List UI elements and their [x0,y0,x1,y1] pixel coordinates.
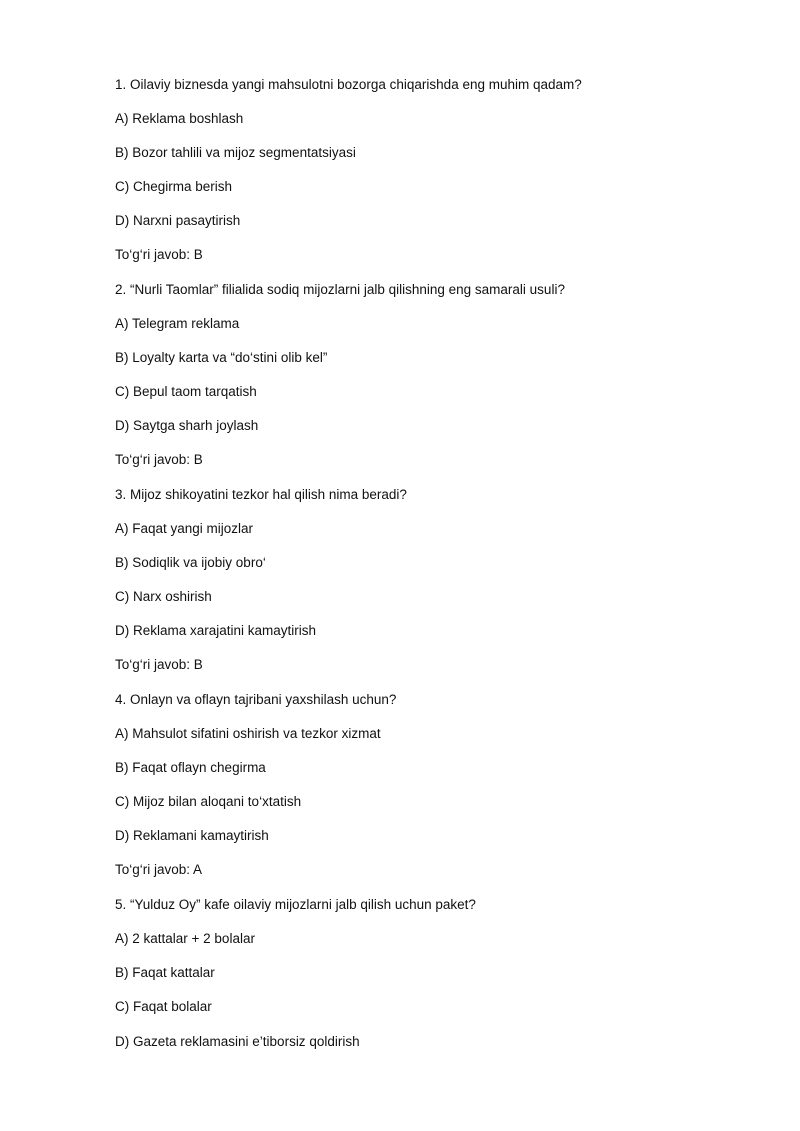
question-2-option-c: C) Bepul taom tarqatish [115,384,257,399]
question-1-option-c: C) Chegirma berish [115,179,233,194]
question-4-answer: To‘g‘ri javob: A [115,862,203,877]
question-3-option-b: B) Sodiqlik va ijobiy obro‘ [115,555,266,570]
question-3-answer: To‘g‘ri javob: B [115,657,203,672]
question-1-answer: To‘g‘ri javob: B [115,247,203,262]
question-3-option-a: A) Faqat yangi mijozlar [115,521,254,536]
question-2-option-b: B) Loyalty karta va “do‘stini olib kel” [115,350,328,365]
question-1-option-b: B) Bozor tahlili va mijoz segmentatsiyasi [115,145,356,160]
question-4-text: 4. Onlayn va oflayn tajribani yaxshilash uchun? [115,692,397,707]
question-1-option-a: A) Reklama boshlash [115,111,244,126]
question-5-option-c: C) Faqat bolalar [115,999,212,1014]
question-3-option-d: D) Reklama xarajatini kamaytirish [115,623,317,638]
question-3-option-c: C) Narx oshirish [115,589,212,604]
question-1-text: 1. Oilaviy biznesda yangi mahsulotni bozorga chiqarishda eng muhim qadam? [115,77,582,92]
question-2-option-d: D) Saytga sharh joylash [115,418,259,433]
question-1-option-d: D) Narxni pasaytirish [115,213,241,228]
question-3-text: 3. Mijoz shikoyatini tezkor hal qilish nima beradi? [115,487,407,502]
question-4-option-a: A) Mahsulot sifatini oshirish va tezkor xizmat [115,726,381,741]
question-5-text: 5. “Yulduz Oy” kafe oilaviy mijozlarni jalb qilish uchun paket? [115,897,476,912]
question-4-option-c: C) Mijoz bilan aloqani to‘xtatish [115,794,302,809]
question-4-option-b: B) Faqat oflayn chegirma [115,760,266,775]
question-2-text: 2. “Nurli Taomlar” filialida sodiq mijozlarni jalb qilishning eng samarali usuli? [115,282,565,297]
question-5-option-b: B) Faqat kattalar [115,965,215,980]
question-5-option-a: A) 2 kattalar + 2 bolalar [115,931,255,946]
question-2-answer: To‘g‘ri javob: B [115,452,203,467]
question-5-option-d: D) Gazeta reklamasini e’tiborsiz qoldirish [115,1034,360,1049]
question-2-option-a: A) Telegram reklama [115,316,240,331]
question-4-option-d: D) Reklamani kamaytirish [115,828,269,843]
